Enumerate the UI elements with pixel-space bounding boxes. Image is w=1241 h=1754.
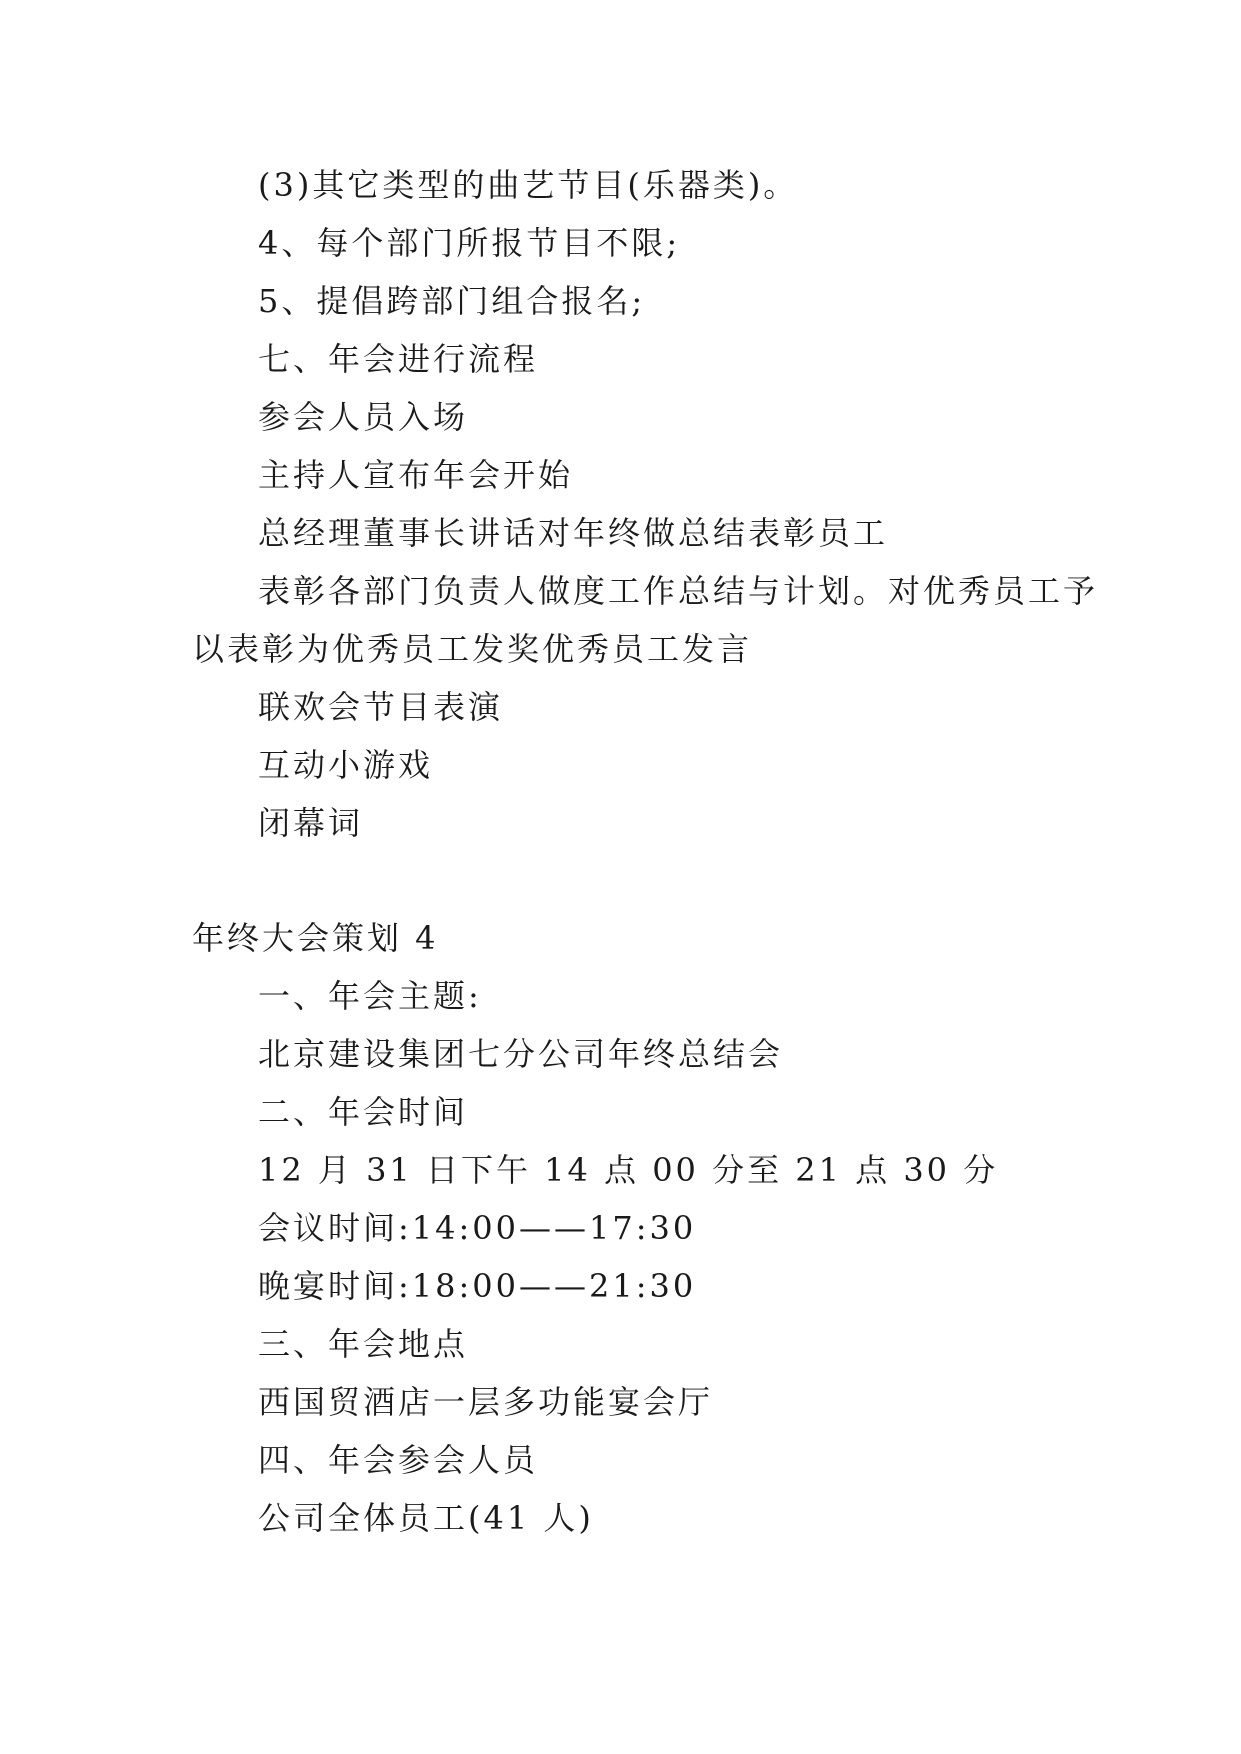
text-line: 总经理董事长讲话对年终做总结表彰员工 xyxy=(258,514,889,552)
text-line: 4、每个部门所报节目不限; xyxy=(258,224,681,262)
section-heading: 七、年会进行流程 xyxy=(258,340,539,378)
text-line: 公司全体员工(41 人) xyxy=(258,1499,594,1537)
text-line: 闭幕词 xyxy=(258,804,364,842)
text-line: 晚宴时间:18:00——21:30 xyxy=(258,1267,697,1305)
document-title: 年终大会策划 4 xyxy=(192,919,439,957)
text-line: 会议时间:14:00——17:30 xyxy=(258,1209,697,1247)
section-heading: 四、年会参会人员 xyxy=(258,1441,539,1479)
text-line: 互动小游戏 xyxy=(258,746,434,784)
text-line: (3)其它类型的曲艺节目(乐器类)。 xyxy=(258,166,799,204)
text-line: 表彰各部门负责人做度工作总结与计划。对优秀员工予 xyxy=(258,572,1099,610)
text-line: 12 月 31 日下午 14 点 00 分至 21 点 30 分 xyxy=(258,1151,999,1189)
section-heading: 一、年会主题: xyxy=(258,977,482,1015)
text-line: 西国贸酒店一层多功能宴会厅 xyxy=(258,1383,714,1421)
text-line: 联欢会节目表演 xyxy=(258,688,504,726)
text-line: 主持人宣布年会开始 xyxy=(258,456,574,494)
section-heading: 二、年会时间 xyxy=(258,1093,469,1131)
text-line: 参会人员入场 xyxy=(258,398,469,436)
section-heading: 三、年会地点 xyxy=(258,1325,469,1363)
text-line: 5、提倡跨部门组合报名; xyxy=(258,282,646,320)
text-line: 以表彰为优秀员工发奖优秀员工发言 xyxy=(192,630,753,668)
text-line: 北京建设集团七分公司年终总结会 xyxy=(258,1035,784,1073)
